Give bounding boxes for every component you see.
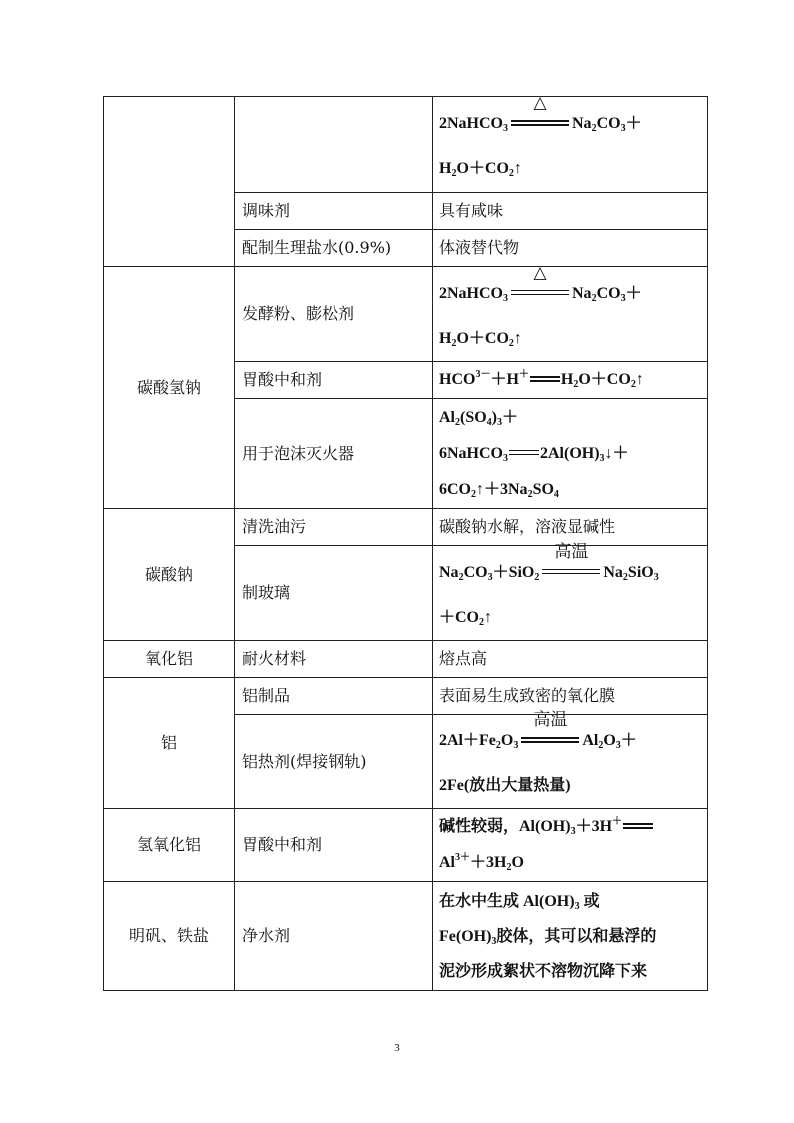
equation-cell: $2Al+Fe_2O_3$ 高温 $Al_2O_3+$ 2Fe(放出大量热量) [433,715,708,809]
substance-cell: 氢氧化铝 [104,809,235,882]
principle-cell: 表面易生成致密的氧化膜 [433,678,708,715]
high-temp-equals-sign: 高温 [521,731,579,747]
equals-sign [509,444,539,460]
table-row [104,509,708,546]
substance-cell: 碳酸氢钠 [104,267,235,509]
use-cell: 制玻璃 [235,546,433,641]
table-row [104,882,708,991]
use-cell: 调味剂 [235,193,433,230]
table-row [104,678,708,715]
table-row [104,267,708,362]
table-row [104,97,708,193]
substance-cell: 碳酸钠 [104,509,235,641]
page-number: 3 [394,1042,400,1054]
use-cell: 铝热剂(焊接钢轨) [235,715,433,809]
equation-cell: $Na_2CO_3+SiO_2$ 高温 $Na_2SiO_3$ $+CO_2↑$ [433,546,708,641]
heat-equals-sign: △ [511,114,569,130]
use-cell: 净水剂 [235,882,433,991]
use-cell: 用于泡沫灭火器 [235,399,433,509]
principle-cell: 碳酸钠水解，溶液显碱性 [433,509,708,546]
substance-cell [104,97,235,267]
table-row [104,641,708,678]
use-cell: 胃酸中和剂 [235,809,433,882]
use-cell: 发酵粉、膨松剂 [235,267,433,362]
principle-cell: 具有咸味 [433,193,708,230]
high-temp-equals-sign: 高温 [542,563,600,579]
use-cell: 耐火材料 [235,641,433,678]
table-row [104,809,708,882]
equation-cell: 2NaHCO$_3$ △ $Na_2CO_3+$ $H_2O+CO_2↑$ [433,97,708,193]
substance-cell: 氧化铝 [104,641,235,678]
equation-cell: $HCO^{3-}+H^+$ $H_2O+CO_2↑$ [433,362,708,399]
use-cell: 配制生理盐水(0.9%) [235,230,433,267]
equals-sign [530,370,560,386]
equation-cell: $Al_2(SO_4)_3+$ 6NaHCO$_3$ $2Al(OH)_3↓+$ $6CO_2↑+3Na_2SO_4$ [433,399,708,509]
principle-cell: 熔点高 [433,641,708,678]
substance-cell: 铝 [104,678,235,809]
principle-cell: 在水中生成 $Al(OH)_3$ 或 $Fe(OH)_3$胶体，其可以和悬浮的 泥沙形成絮状不溶物沉降下来 [433,882,708,991]
equation-cell: 碱性较弱，$Al(OH)_3+3H^+$ $Al^{3+}+3H_2O$ [433,809,708,882]
use-cell: 铝制品 [235,678,433,715]
use-cell: 清洗油污 [235,509,433,546]
uses-table [103,93,708,991]
equation-cell: 2NaHCO$_3$ △ $Na_2CO_3+$ $H_2O+CO_2↑$ [433,267,708,362]
equals-sign [623,817,653,833]
use-cell [235,97,433,193]
heat-equals-sign: △ [511,284,569,300]
use-cell: 胃酸中和剂 [235,362,433,399]
substance-cell: 明矾、铁盐 [104,882,235,991]
principle-cell: 体液替代物 [433,230,708,267]
